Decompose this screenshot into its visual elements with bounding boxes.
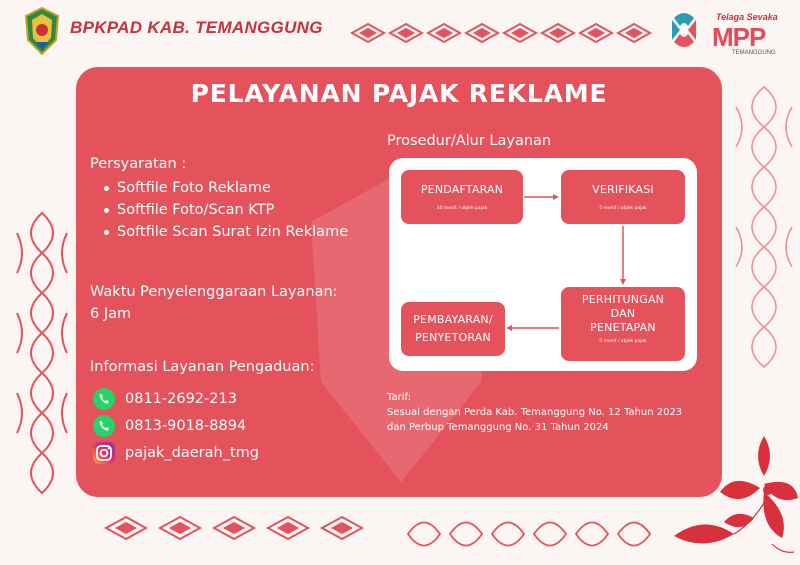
mpp-tagline: Telaga Sevaka: [716, 12, 778, 22]
step-label-line1: PERHITUNGAN: [581, 293, 665, 306]
requirements-heading: Persyaratan :: [90, 156, 187, 172]
complaints-heading: Informasi Layanan Pengaduan:: [90, 359, 315, 375]
contact-whatsapp-2[interactable]: [92, 414, 246, 438]
step-label-line2: PENYETORAN: [415, 331, 491, 344]
batik-ornament-left: [12, 208, 72, 498]
step-pembayaran-penyetoran: [401, 302, 505, 356]
batik-ornament-bottom: [398, 505, 662, 563]
step-verifikasi: [561, 170, 685, 224]
step-label: PENDAFTARAN: [420, 183, 504, 196]
tarif-line1: Sesuai dengan Perda Kab. Temanggung No. 12 Tahun 2023: [387, 407, 683, 418]
whatsapp-icon: [92, 387, 116, 411]
contact-text: 0811-2692-213: [125, 391, 237, 407]
contact-text: 0813-9018-8894: [125, 418, 247, 434]
tarif-label: Tarif:: [387, 392, 412, 403]
list-item: Softfile Foto Reklame: [104, 177, 348, 199]
contact-text: pajak_daerah_tmg: [125, 445, 259, 461]
step-duration: 5 menit / objek pajak: [599, 206, 647, 211]
list-item: Softfile Foto/Scan KTP: [104, 199, 348, 221]
step-duration: 10 menit / objek pajak: [436, 206, 488, 211]
step-label-line1: PEMBAYARAN/: [413, 313, 493, 326]
requirements-list: [104, 177, 348, 243]
step-label-line3: PENETAPAN: [590, 321, 656, 334]
step-label-line2: DAN: [610, 307, 636, 320]
diamond-ornament-row: [350, 22, 655, 44]
procedure-flow-panel: [389, 158, 697, 371]
step-perhitungan-penetapan: [561, 287, 685, 361]
step-label: VERIFIKASI: [592, 183, 654, 196]
diamond-ornament-row-bottom: [104, 514, 374, 542]
instagram-icon: [92, 441, 116, 465]
batik-ornament-right: [732, 82, 796, 392]
page-title: PELAYANAN PAJAK REKLAME: [190, 79, 608, 108]
whatsapp-icon: [92, 414, 116, 438]
procedure-heading: Prosedur/Alur Layanan: [387, 133, 552, 149]
step-pendaftaran: [401, 170, 523, 224]
mpp-name: MPP: [712, 22, 766, 52]
org-name: BPKPAD KAB. TEMANGGUNG: [70, 18, 323, 37]
list-item: Softfile Scan Surat Izin Reklame: [104, 221, 348, 243]
contact-instagram[interactable]: [92, 441, 259, 465]
mpp-region: TEMANGGUNG: [732, 50, 776, 56]
tarif-info: [387, 390, 682, 435]
service-info-card: [76, 67, 722, 497]
service-time-value: 6 Jam: [90, 306, 132, 322]
service-time-heading: Waktu Penyelenggaraan Layanan:: [90, 284, 338, 300]
tarif-line2: dan Perbup Temanggung No. 31 Tahun 2024: [387, 422, 609, 433]
step-duration: 5 menit / objek pajak: [599, 339, 647, 344]
floral-ornament: [664, 426, 800, 565]
temanggung-regency-emblem: [22, 6, 62, 56]
contact-whatsapp-1[interactable]: [92, 387, 237, 411]
